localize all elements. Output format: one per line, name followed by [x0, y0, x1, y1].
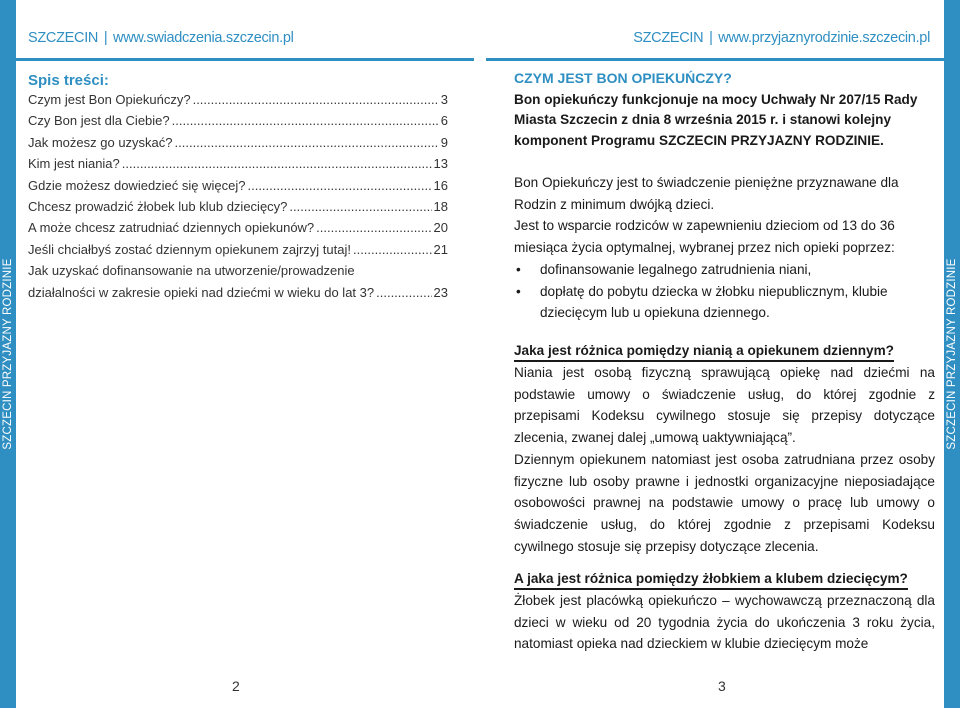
- toc-item[interactable]: [28, 220, 448, 241]
- toc-item-text: A może chcesz zatrudniać dziennych opiekunów?: [28, 220, 315, 236]
- list-item-text: dopłatę do pobytu dziecka w żłobku niepublicznym, klubie dziecięcym lub u opiekuna dziennego.: [540, 283, 888, 321]
- list-item: [514, 281, 935, 324]
- toc-item[interactable]: [28, 113, 448, 134]
- toc-leader: [289, 199, 431, 214]
- page-number-left: 2: [232, 678, 240, 694]
- toc-item-page: 21: [433, 241, 448, 257]
- toc-item[interactable]: [28, 156, 448, 177]
- header-left-url[interactable]: www.swiadczenia.szczecin.pl: [113, 30, 294, 46]
- toc-leader: [353, 242, 432, 257]
- toc-item[interactable]: [28, 199, 448, 220]
- header-rule-right: [486, 58, 944, 61]
- section-title-text: A jaka jest różnica pomiędzy żłobkiem a klubem dziecięcym?: [514, 569, 908, 590]
- toc-leader: [376, 285, 431, 300]
- section-title-text: Jaka jest różnica pomiędzy nianią a opiekunem dziennym?: [514, 341, 894, 362]
- section-title: [514, 340, 935, 362]
- list-item-text: dofinansowanie legalnego zatrudnienia niani,: [540, 261, 812, 277]
- paragraph: Bon Opiekuńczy jest to świadczenie pieniężne przyznawane dla Rodzin z minimum dwójką dzieci.: [514, 175, 899, 212]
- header-right-brand: SZCZECIN: [633, 30, 704, 46]
- toc-item[interactable]: [28, 135, 448, 156]
- toc-item-text: Czym jest Bon Opiekuńczy?: [28, 92, 191, 107]
- section-title: CZYM JEST BON OPIEKUŃCZY?: [514, 70, 732, 86]
- toc-leader: [247, 178, 431, 193]
- toc-item-page: 6: [440, 113, 448, 129]
- section-subtitle: Bon opiekuńczy funkcjonuje na mocy Uchwały Nr 207/15 Rady Miasta Szczecin z dnia 8 września 2015 r. i stanowi kolejny komponent Programu SZCZECIN PRZYJAZNY RODZINIE.: [514, 91, 918, 148]
- page-number-right: 3: [718, 678, 726, 694]
- header-left: [28, 30, 294, 46]
- list-item: [514, 259, 935, 281]
- sidebar-left-text: SZCZECIN PRZYJAZNY RODZINIE: [2, 258, 14, 450]
- toc-leader: [172, 113, 439, 128]
- toc-item-text: działalności w zakresie opieki nad dziećmi w wieku do lat 3?: [28, 284, 375, 300]
- paragraph: Jest to wsparcie rodziców w zapewnieniu dzieciom od 13 do 36 miesiąca życia optymalnej, wybranej przez nich opieki poprzez:: [514, 218, 895, 256]
- header-rule-left: [16, 58, 474, 61]
- toc-leader: [193, 92, 439, 107]
- toc-item-text: Czy Bon jest dla Ciebie?: [28, 113, 170, 129]
- section-nursery-vs-club: [514, 568, 935, 655]
- paragraph: Żłobek jest placówką opiekuńczo – wychowawczą przeznaczoną dla dzieci w wieku od 20 tygodnia życia do ukończenia 3 roku życia, natomiast opieka nad dzieckiem w klubie dziecięcym może: [514, 593, 935, 652]
- header-left-brand: SZCZECIN: [28, 30, 99, 46]
- bullet-icon: •: [516, 283, 521, 299]
- section-what-is-bon: [514, 68, 935, 151]
- toc-item-text: Gdzie możesz dowiedzieć się więcej?: [28, 177, 246, 193]
- toc-item-page: 23: [433, 284, 448, 300]
- toc-item-page: 20: [433, 220, 448, 236]
- header-right-url[interactable]: www.przyjaznyrodzinie.szczecin.pl: [718, 30, 930, 46]
- section-title: [514, 568, 935, 590]
- header-left-separator: |: [103, 30, 108, 46]
- toc-item-text: Jeśli chciałbyś zostać dziennym opiekunem zajrzyj tutaj!: [28, 241, 351, 257]
- toc-item-page: 16: [433, 177, 448, 193]
- sidebar-right-text: SZCZECIN PRZYJAZNY RODZINIE: [946, 258, 958, 450]
- toc-item[interactable]: [28, 242, 448, 263]
- toc-item-last-line1[interactable]: Jak uzyskać dofinansowanie na utworzenie/prowadzenie: [28, 263, 355, 279]
- toc-item-page: 18: [433, 198, 448, 214]
- table-of-contents: [28, 92, 448, 306]
- toc-item-text: Chcesz prowadzić żłobek lub klub dziecięcy?: [28, 198, 288, 214]
- bullet-list: [514, 259, 935, 324]
- header-right-separator: |: [709, 30, 713, 46]
- header-right: [633, 30, 930, 46]
- section-body: [514, 172, 935, 324]
- toc-item-page: 3: [440, 92, 448, 107]
- sidebar-left: [0, 0, 16, 708]
- toc-item-page: 13: [433, 156, 448, 172]
- toc-item-text: Jak możesz go uzyskać?: [28, 134, 173, 150]
- toc-leader: [122, 156, 432, 171]
- toc-title: Spis treści:: [28, 72, 109, 89]
- paragraph: Dziennym opiekunem natomiast jest osoba zatrudniana przez osoby fizyczne lub osoby prawne i jednostki organizacyjne nieposiadające osobowości prawnej na podstawie umowy o pracę lub umowy o świadczenie usług, do której zgodnie z przepisami Kodeksu cywilnego stosuje się przepisy dotyczące zlecenia.: [514, 451, 935, 554]
- paragraph: Niania jest osobą fizyczną sprawującą opiekę nad dziećmi na podstawie umowy o świadczenie usług, do której zgodnie z przepisami Kodeksu cywilnego stosuje się przepisy dotyczące zlecenia, zwanej dalej „umową uaktywniającą”.: [514, 365, 935, 446]
- toc-leader: [175, 135, 439, 150]
- toc-item[interactable]: [28, 92, 448, 113]
- toc-leader: [316, 220, 431, 235]
- toc-item[interactable]: [28, 178, 448, 199]
- toc-item-text: Kim jest niania?: [28, 156, 120, 172]
- sidebar-right: [944, 0, 960, 708]
- section-nanny-vs-carer: [514, 340, 935, 557]
- toc-item-page: 9: [440, 134, 448, 150]
- bullet-icon: •: [516, 261, 521, 277]
- toc-item-last-line2[interactable]: [28, 285, 448, 306]
